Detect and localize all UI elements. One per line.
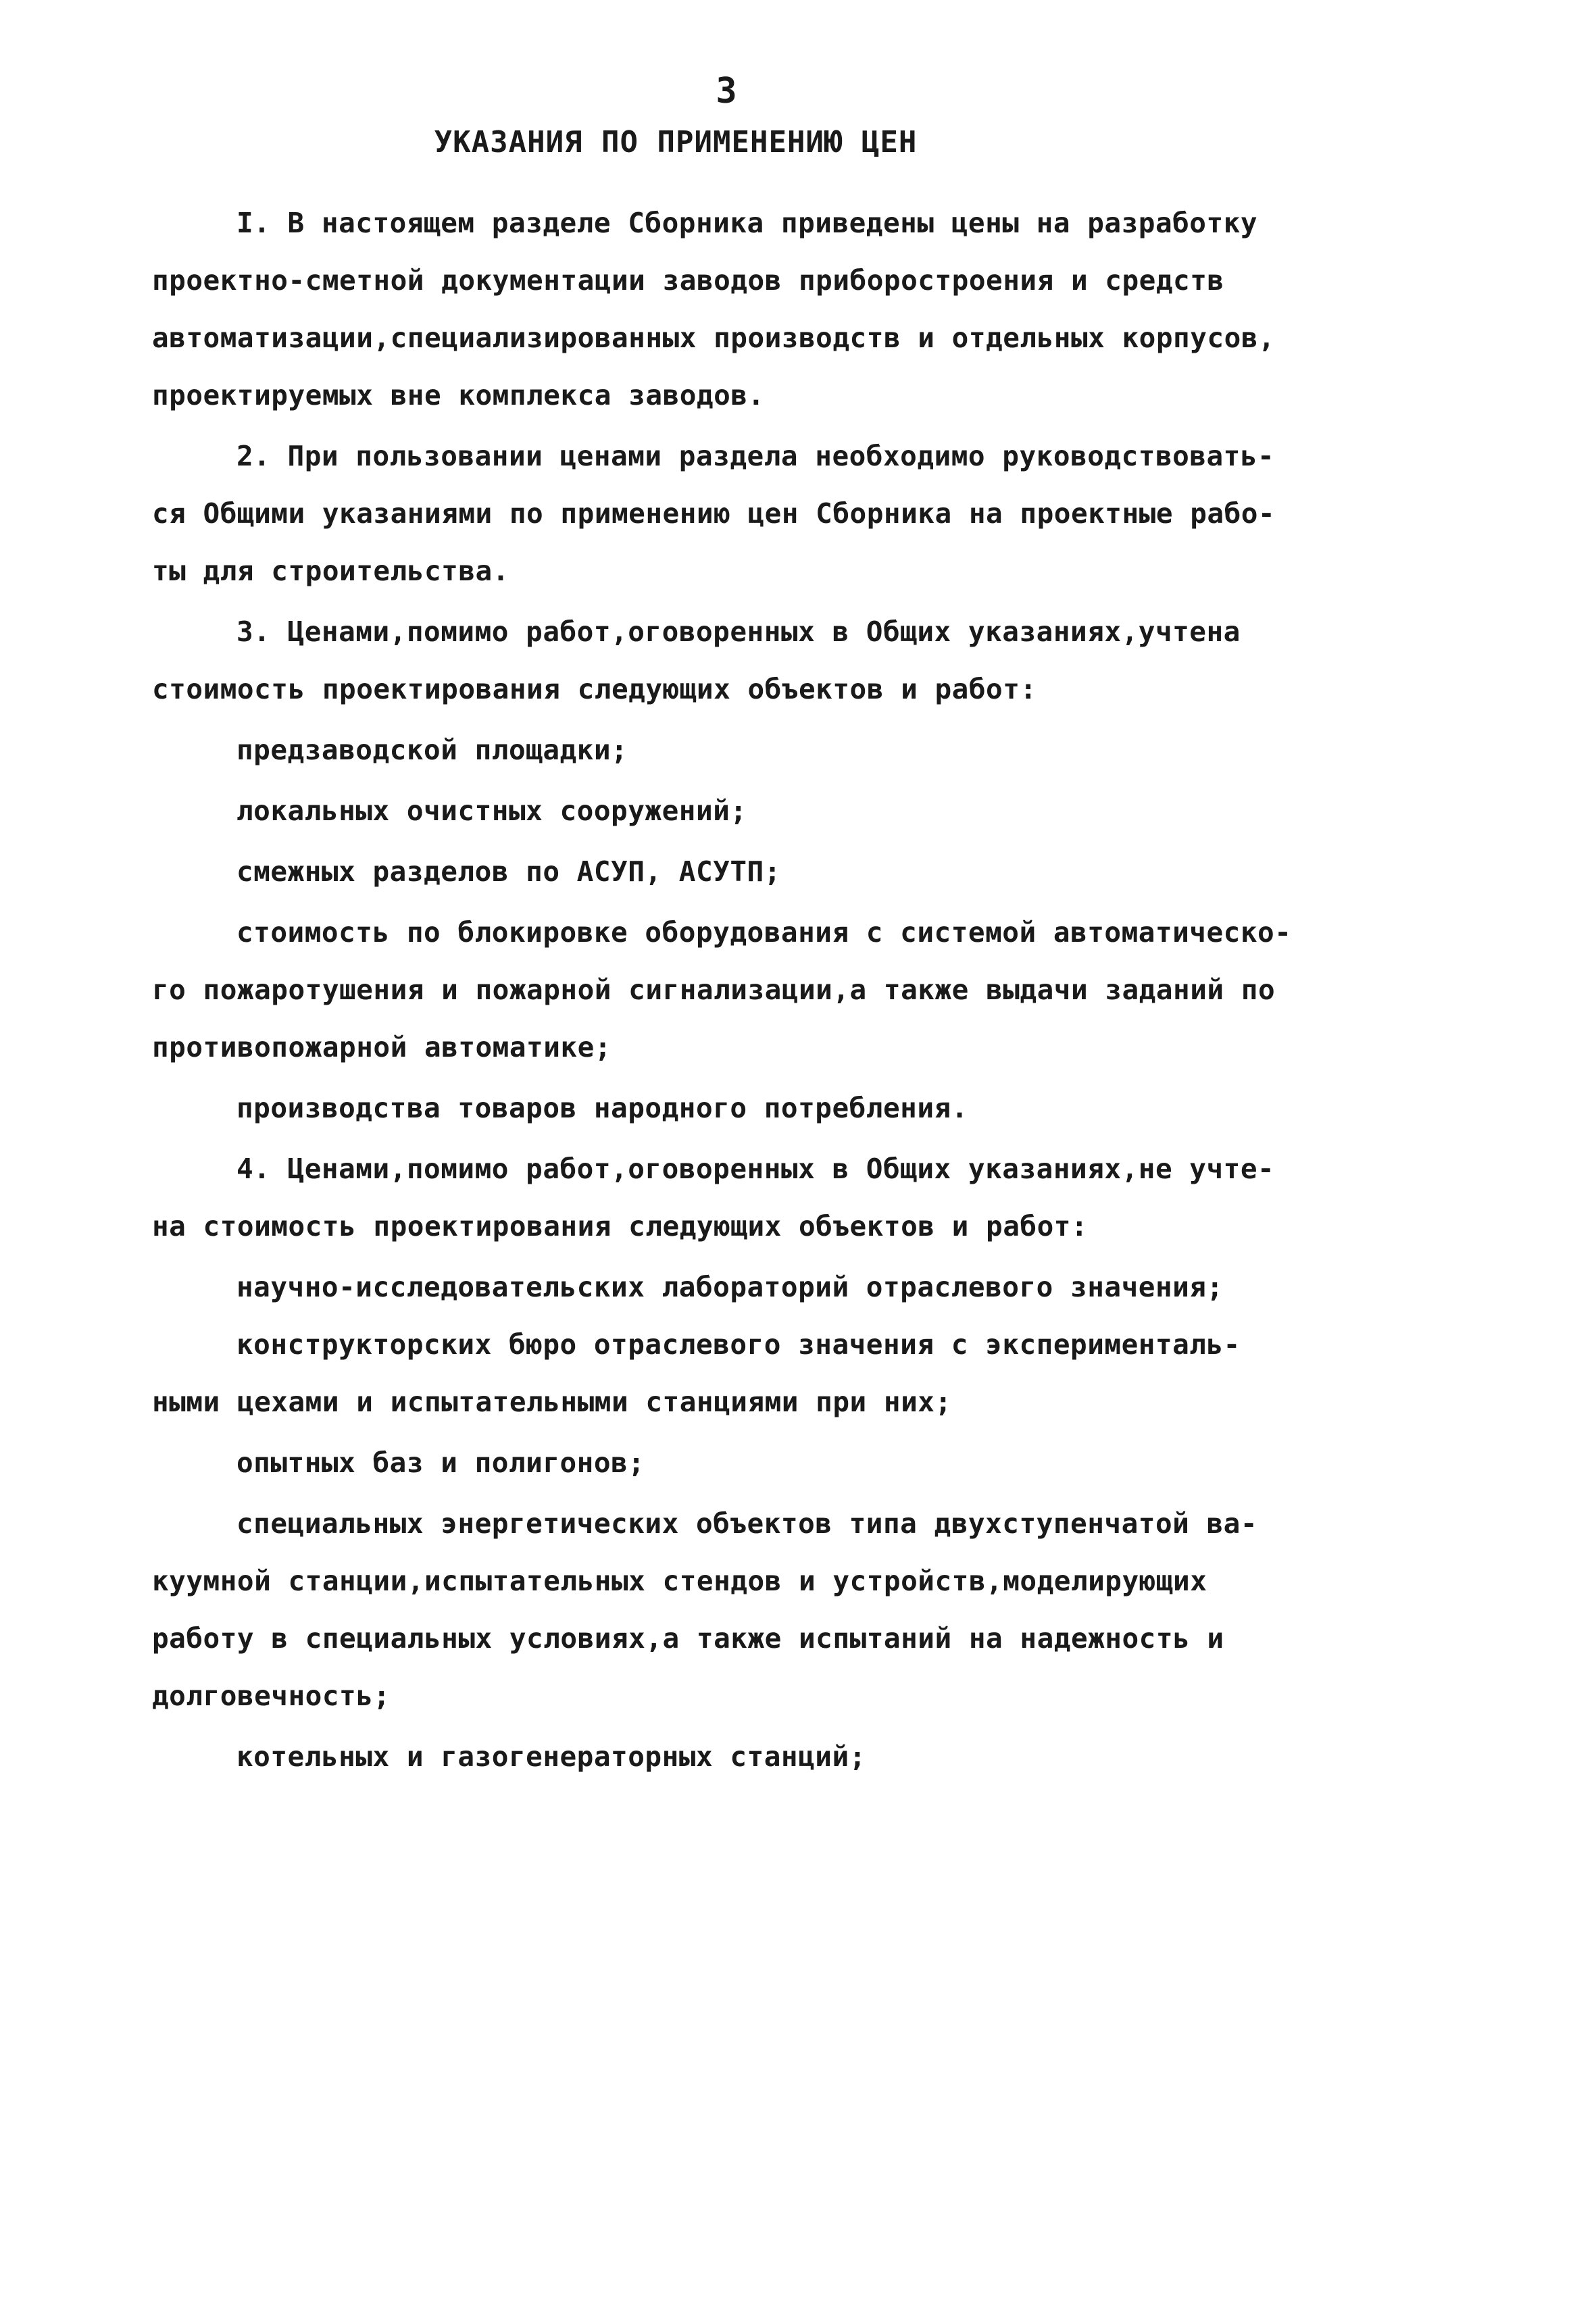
text-line: стоимость по блокировке оборудования с системой автоматическо- — [236, 916, 1292, 949]
text-line: проектируемых вне комплекса заводов. — [152, 379, 765, 411]
text-line: противопожарной автоматике; — [152, 1031, 612, 1063]
text-line: работу в специальных условиях,а также испытаний на надежность и — [152, 1622, 1224, 1655]
text-line: локальных очистных сооружений; — [236, 795, 747, 827]
text-line: смежных разделов по АСУП, АСУТП; — [236, 855, 781, 888]
text-line: на стоимость проектирования следующих объектов и работ: — [152, 1210, 1089, 1242]
page-heading: УКАЗАНИЯ ПО ПРИМЕНЕНИЮ ЦЕН — [434, 125, 918, 159]
text-line: куумной станции,испытательных стендов и устройств,моделирующих — [152, 1565, 1207, 1597]
text-line: го пожаротушения и пожарной сигнализации,а также выдачи заданий по — [152, 974, 1276, 1006]
page-number: 3 — [716, 71, 737, 111]
text-line: опытных баз и полигонов; — [236, 1447, 645, 1479]
text-line: стоимость проектирования следующих объектов и работ: — [152, 673, 1037, 705]
text-line: специальных энергетических объектов типа двухступенчатой ва- — [236, 1507, 1258, 1540]
text-line: конструкторских бюро отраслевого значения с эксперименталь- — [236, 1328, 1241, 1361]
text-line: ты для строительства. — [152, 555, 509, 587]
text-line: котельных и газогенераторных станций; — [236, 1740, 866, 1773]
text-line: 2. При пользовании ценами раздела необходимо руководствовать- — [236, 440, 1275, 472]
text-line: 4. Ценами,помимо работ,оговоренных в Общих указаниях,не учте- — [236, 1153, 1275, 1185]
text-line: I. В настоящем разделе Сборника приведены цены на разработку — [236, 207, 1258, 239]
text-line: ными цехами и испытательными станциями при них; — [152, 1386, 952, 1418]
text-line: долговечность; — [152, 1680, 391, 1712]
text-line: научно-исследовательских лабораторий отраслевого значения; — [236, 1271, 1224, 1303]
text-line: автоматизации,специализированных производств и отдельных корпусов, — [152, 322, 1276, 354]
text-line: предзаводской площадки; — [236, 734, 628, 766]
text-line: проектно-сметной документации заводов приборостроения и средств — [152, 264, 1224, 297]
text-line: ся Общими указаниями по применению цен Сборника на проектные рабо- — [152, 497, 1276, 530]
text-line: 3. Ценами,помимо работ,оговоренных в Общих указаниях,учтена — [236, 615, 1241, 648]
text-line: производства товаров народного потребления. — [236, 1092, 968, 1124]
